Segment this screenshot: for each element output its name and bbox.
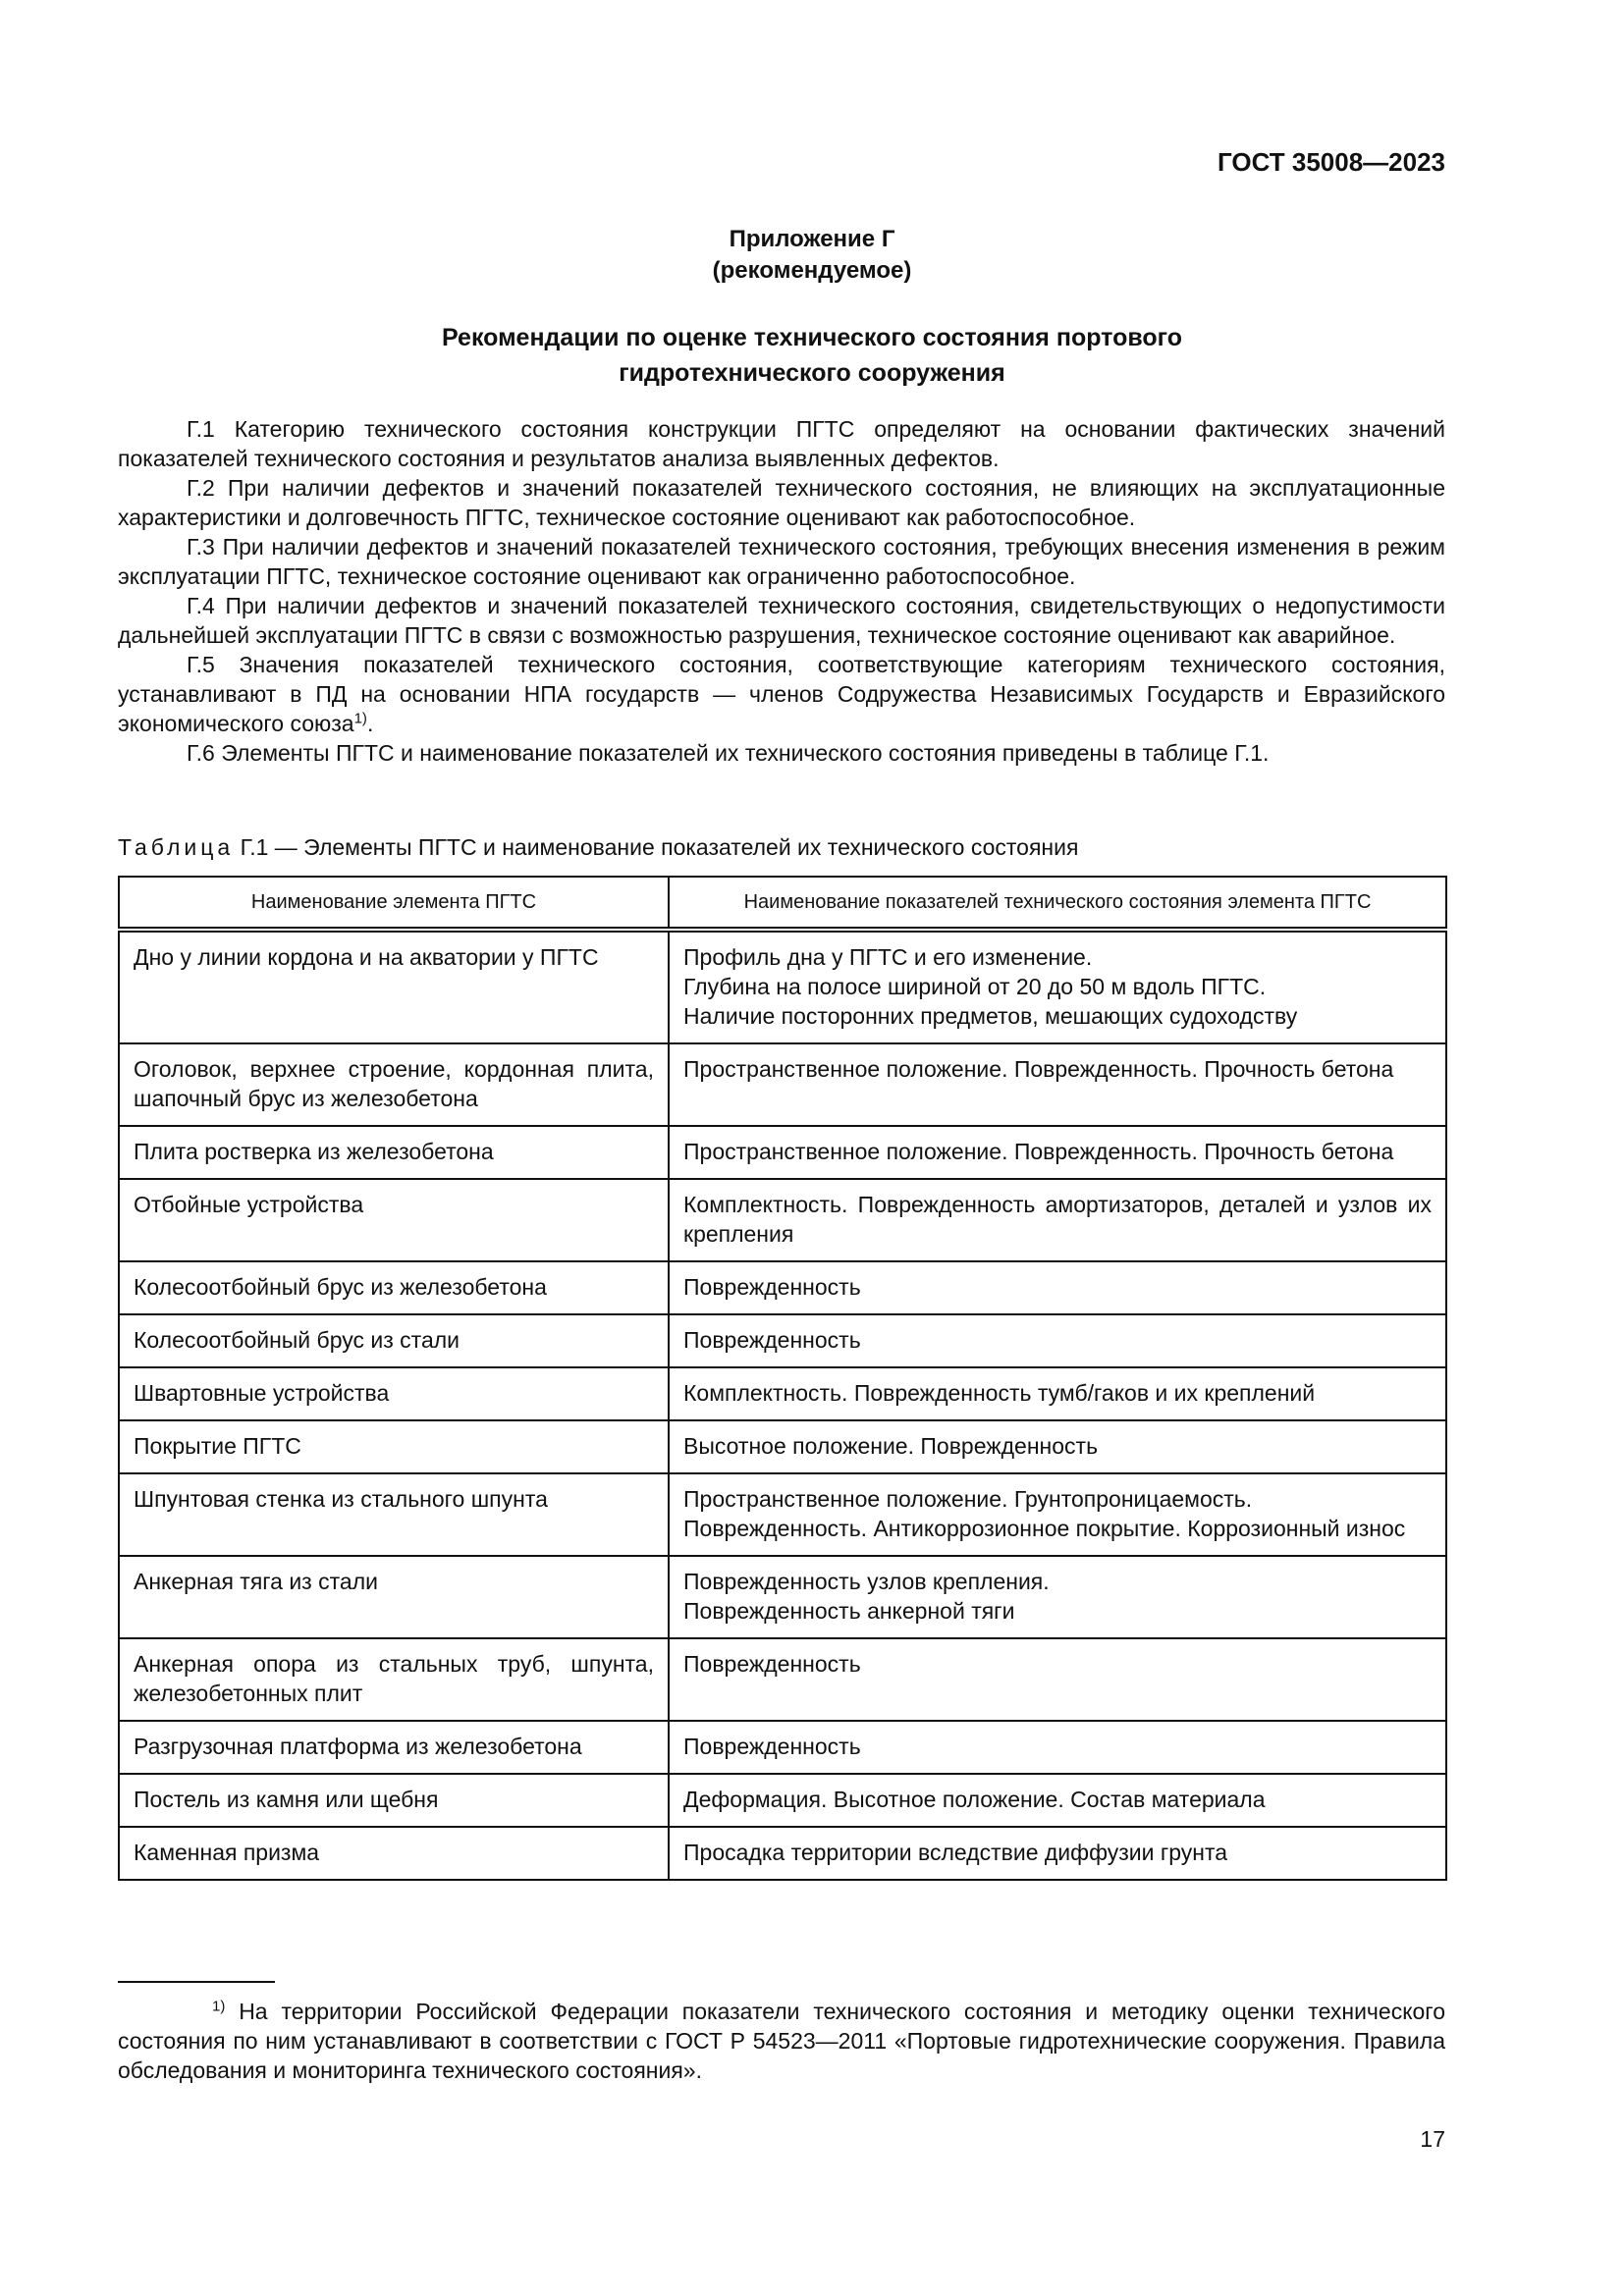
cell-line: Пространственное положение. Грунтопроницаемость. [683, 1486, 1253, 1512]
cell-line: Пространственное положение. Поврежденность. Прочность бетона [683, 1139, 1394, 1164]
cell-line: Поврежденность [683, 1327, 861, 1353]
indicators-cell [669, 1261, 1446, 1314]
indicators-cell [669, 1827, 1446, 1880]
table-caption-prefix: Таблица [118, 834, 235, 860]
footnote-text: На территории Российской Федерации показатели технического состояния и методику оценки технического состояния по ним устанавливают в соответствии с ГОСТ Р 54523—2011 «Портовые гидротехнические сооружения. Правила обследования и мониторинга технического состояния». [118, 1999, 1445, 2083]
element-name-cell [119, 1043, 669, 1126]
indicators-cell [669, 930, 1446, 1043]
cell-line: Покрытие ПГТС [134, 1433, 301, 1459]
table-caption-text: Г.1 — Элементы ПГТС и наименование показателей их технического состояния [234, 834, 1079, 860]
element-name-cell [119, 1721, 669, 1774]
table-row [119, 1420, 1446, 1473]
cell-line: Деформация. Высотное положение. Состав материала [683, 1787, 1266, 1812]
table-row [119, 1774, 1446, 1827]
table-header-indicators: Наименование показателей технического состояния элемента ПГТС [669, 877, 1446, 930]
annex-title-line-2: гидротехнического сооружения [619, 359, 1005, 387]
cell-line: Колесоотбойный брус из стали [134, 1327, 460, 1353]
indicators-cell [669, 1473, 1446, 1556]
table-body [119, 930, 1446, 1880]
cell-line: Комплектность. Поврежденность тумб/гаков и их креплений [683, 1380, 1316, 1406]
page-number: 17 [1420, 2126, 1445, 2152]
annex-title [0, 320, 1624, 391]
cell-line: Отбойные устройства [134, 1192, 364, 1217]
cell-line: Поврежденность анкерной тяги [683, 1598, 1015, 1624]
element-name-cell [119, 1556, 669, 1638]
annex-title-line-1: Рекомендации по оценке технического состояния портового [441, 324, 1183, 351]
table-row [119, 1721, 1446, 1774]
paragraph-g4: Г.4 При наличии дефектов и значений показателей технического состояния, свидетельствующих о недопустимости дальнейшей эксплуатации ПГТС в связи с возможностью разрушения, техническое состояние оценивают как аварийное. [118, 593, 1445, 648]
cell-line: Каменная призма [134, 1840, 320, 1865]
cell-line: Разгрузочная платформа из железобетона [134, 1734, 582, 1759]
paragraph-g5-text: Г.5 Значения показателей технического состояния, соответствующие категориям технического состояния, устанавливают в ПД на основании НПА государств — членов Содружества Независимых Государств и Евразийского экономического союза [118, 652, 1445, 736]
cell-line: Профиль дна у ПГТС и его изменение. [683, 944, 1093, 970]
cell-line: Пространственное положение. Поврежденность. Прочность бетона [683, 1056, 1394, 1082]
paragraph-g3: Г.3 При наличии дефектов и значений показателей технического состояния, требующих внесения изменения в режим эксплуатации ПГТС, техническое состояние оценивают как ограниченно работоспособное. [118, 534, 1445, 589]
table-row [119, 1827, 1446, 1880]
annex-status: (рекомендуемое) [712, 257, 912, 284]
indicators-cell [669, 1367, 1446, 1420]
table-caption [118, 832, 1445, 862]
element-name-cell [119, 1261, 669, 1314]
table-row [119, 1367, 1446, 1420]
table-row [119, 1314, 1446, 1367]
paragraph-g1: Г.1 Категорию технического состояния конструкции ПГТС определяют на основании фактических значений показателей технического состояния и результатов анализа выявленных дефектов. [118, 416, 1445, 471]
footnote-mark: 1) [212, 1998, 226, 2015]
cell-line: Постель из камня или щебня [134, 1787, 439, 1812]
cell-line: Плита ростверка из железобетона [134, 1139, 494, 1164]
table-row [119, 1473, 1446, 1556]
indicators-cell [669, 1126, 1446, 1179]
indicators-cell [669, 1179, 1446, 1261]
table-header-row [119, 877, 1446, 930]
cell-line: Просадка территории вследствие диффузии грунта [683, 1840, 1228, 1865]
indicators-cell [669, 1774, 1446, 1827]
cell-line: Колесоотбойный брус из железобетона [134, 1274, 547, 1300]
cell-line: Анкерная тяга из стали [134, 1569, 378, 1594]
table-row [119, 1261, 1446, 1314]
document-code: ГОСТ 35008—2023 [1218, 147, 1445, 177]
indicators-cell [669, 1420, 1446, 1473]
table-row [119, 1556, 1446, 1638]
cell-line: Шпунтовая стенка из стального шпунта [134, 1486, 548, 1512]
table-row [119, 1179, 1446, 1261]
cell-line: Поврежденность. Антикоррозионное покрытие. Коррозионный износ [683, 1516, 1406, 1541]
annex-heading [0, 224, 1624, 287]
cell-line: Глубина на полосе шириной от 20 до 50 м вдоль ПГТС. [683, 974, 1267, 999]
table-row [119, 930, 1446, 1043]
paragraph-g5: Г.5 Значения показателей технического состояния, соответствующие категориям технического состояния, устанавливают в ПД на основании НПА государств — членов Содружества Независимых Государств и Евразийского экономического союза$^{1)}$. [118, 652, 1445, 736]
elements-table [118, 876, 1447, 1881]
paragraph-g6: Г.6 Элементы ПГТС и наименование показателей их технического состояния приведены в таблице Г.1. [187, 740, 1270, 766]
cell-line: Поврежденность [683, 1274, 861, 1300]
indicators-cell [669, 1556, 1446, 1638]
footnote-reference[interactable]: 1) [353, 710, 367, 727]
element-name-cell [119, 1827, 669, 1880]
annex-name: Приложение Г [729, 226, 895, 252]
table-row [119, 1043, 1446, 1126]
indicators-cell [669, 1314, 1446, 1367]
cell-line: Поврежденность узлов крепления. [683, 1569, 1050, 1594]
table-row [119, 1638, 1446, 1721]
element-name-cell [119, 1126, 669, 1179]
cell-line: Высотное положение. Поврежденность [683, 1433, 1099, 1459]
cell-line: Швартовные устройства [134, 1380, 390, 1406]
footnote-paragraph [118, 1997, 1445, 2085]
cell-line: Поврежденность [683, 1734, 861, 1759]
paragraph-g2: Г.2 При наличии дефектов и значений показателей технического состояния, не влияющих на эксплуатационные характеристики и долговечность ПГТС, техническое состояние оценивают как работоспособное. [118, 475, 1445, 530]
cell-line: Поврежденность [683, 1651, 861, 1677]
footnote-divider [118, 1981, 275, 1983]
indicators-cell [669, 1043, 1446, 1126]
element-name-cell [119, 1473, 669, 1556]
element-name-cell [119, 1638, 669, 1721]
table-header-element: Наименование элемента ПГТС [119, 877, 669, 930]
element-name-cell [119, 1774, 669, 1827]
cell-line: Комплектность. Поврежденность амортизаторов, деталей и узлов их крепления [683, 1192, 1432, 1247]
element-name-cell [119, 1179, 669, 1261]
element-name-cell [119, 1367, 669, 1420]
body-text [118, 414, 1445, 768]
cell-line: Анкерная опора из стальных труб, шпунта, железобетонных плит [134, 1651, 654, 1706]
footnote [118, 1997, 1445, 2085]
element-name-cell [119, 930, 669, 1043]
table-row [119, 1126, 1446, 1179]
indicators-cell [669, 1638, 1446, 1721]
cell-line: Дно у линии кордона и на акватории у ПГТС [134, 944, 599, 970]
element-name-cell [119, 1314, 669, 1367]
element-name-cell [119, 1420, 669, 1473]
cell-line: Оголовок, верхнее строение, кордонная плита, шапочный брус из железобетона [134, 1056, 654, 1111]
cell-line: Наличие посторонних предметов, мешающих судоходству [683, 1003, 1298, 1029]
indicators-cell [669, 1721, 1446, 1774]
